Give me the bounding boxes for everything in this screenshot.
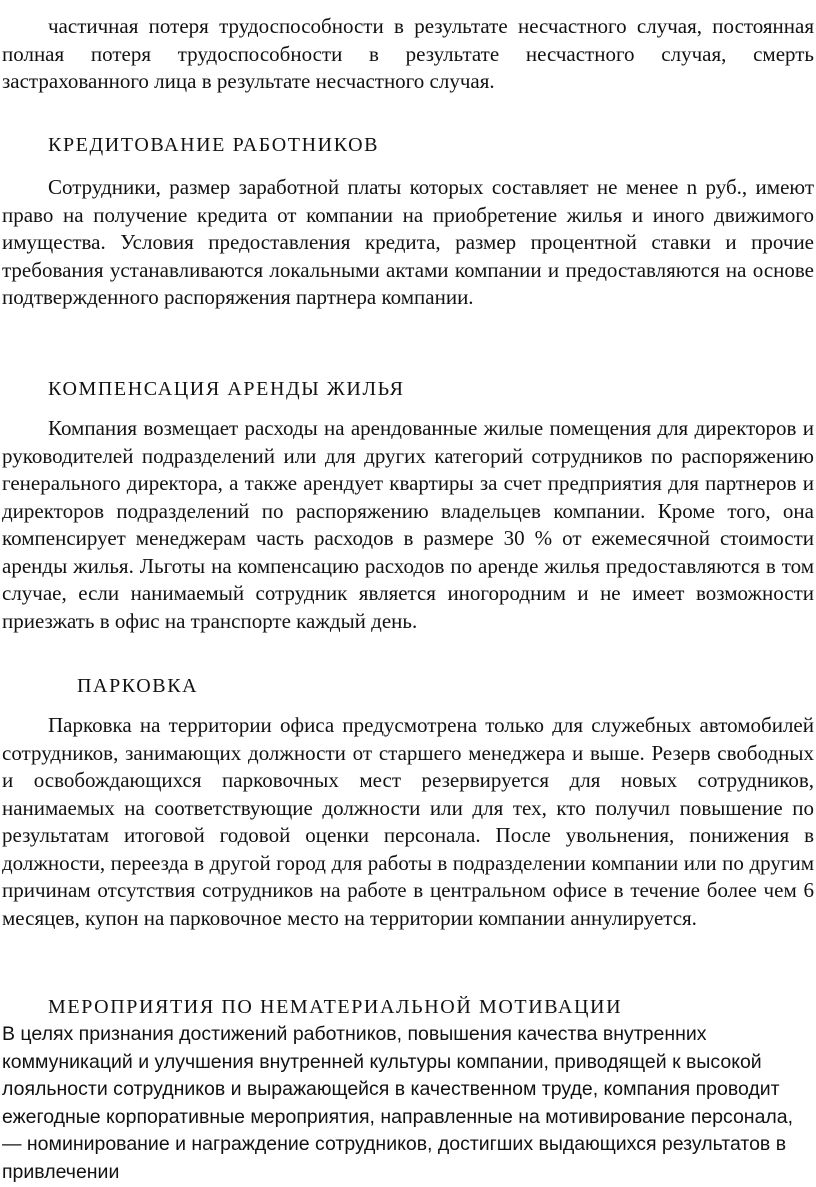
heading-employee-credit: КРЕДИТОВАНИЕ РАБОТНИКОВ bbox=[48, 134, 380, 156]
heading-nonmaterial-motivation: МЕРОПРИЯТИЯ ПО НЕМАТЕРИАЛЬНОЙ МОТИВАЦИИ bbox=[48, 996, 623, 1018]
heading-housing-rent-compensation: КОМПЕНСАЦИЯ АРЕНДЫ ЖИЛЬЯ bbox=[48, 378, 405, 400]
intro-paragraph: частичная потеря трудоспособности в результате несчастного случая, постоянная полная потеря трудоспособности в результате несчастного случая, смерть застрахованного лица в результате несчастного случая. bbox=[2, 14, 814, 93]
paragraph-housing-rent-compensation: Компания возмещает расходы на арендованные жилые помещения для директоров и руководителей подразделений или для других категорий сотрудников по распоряжению генерального директора, а также арендует квартиры за счет предприятия для партнеров и директоров подразделений по распоряжению владельцев компании. Кроме того, она компенсирует менеджерам часть расходов в размере 30 % от ежемесячной стоимости аренды жилья. Льготы на компенсацию расходов по аренде жилья предоставляются в том случае, если нанимаемый сотрудник является иногородним и не имеет возможности приезжать в офис на транспорте каждый день. bbox=[2, 416, 814, 633]
paragraph-parking: Парковка на территории офиса предусмотрена только для служебных автомобилей сотрудников, занимающих должности от старшего менеджера и выше. Резерв свободных и освобождающихся парковочных мест резервируется для новых сотрудников, нанимаемых на соответствующие должности или для тех, кто получил повышение по результатам итоговой годовой оценки персонала. После увольнения, понижения в должности, переезда в другой город для работы в подразделении компании или по другим причинам отсутствия сотрудников на работе в центральном офисе в течение более чем 6 месяцев, купон на парковочное место на территории компании аннулируется. bbox=[2, 713, 814, 930]
paragraph-nonmaterial-motivation: В целях признания достижений работников, повышения качества внутренних коммуникаций и улучшения внутренней культуры компании, приводящей к высокой лояльности сотрудников и выражающейся в качественном труде, компания проводит ежегодные корпоративные мероприятия, направленные на мотивирование персонала, — номинирование и награждение сотрудников, достигших выдающихся результатов в привлечении bbox=[2, 1023, 794, 1183]
paragraph-employee-credit: Сотрудники, размер заработной платы которых составляет не менее n руб., имеют право на получение кредита от компании на приобретение жилья и иного движимого имущества. Условия предоставления кредита, размер процентной ставки и прочие требования устанавливаются локальными актами компании и предоставляются на основе подтвержденного распоряжения партнера компании. bbox=[2, 175, 814, 309]
heading-parking: ПАРКОВКА bbox=[77, 675, 199, 697]
